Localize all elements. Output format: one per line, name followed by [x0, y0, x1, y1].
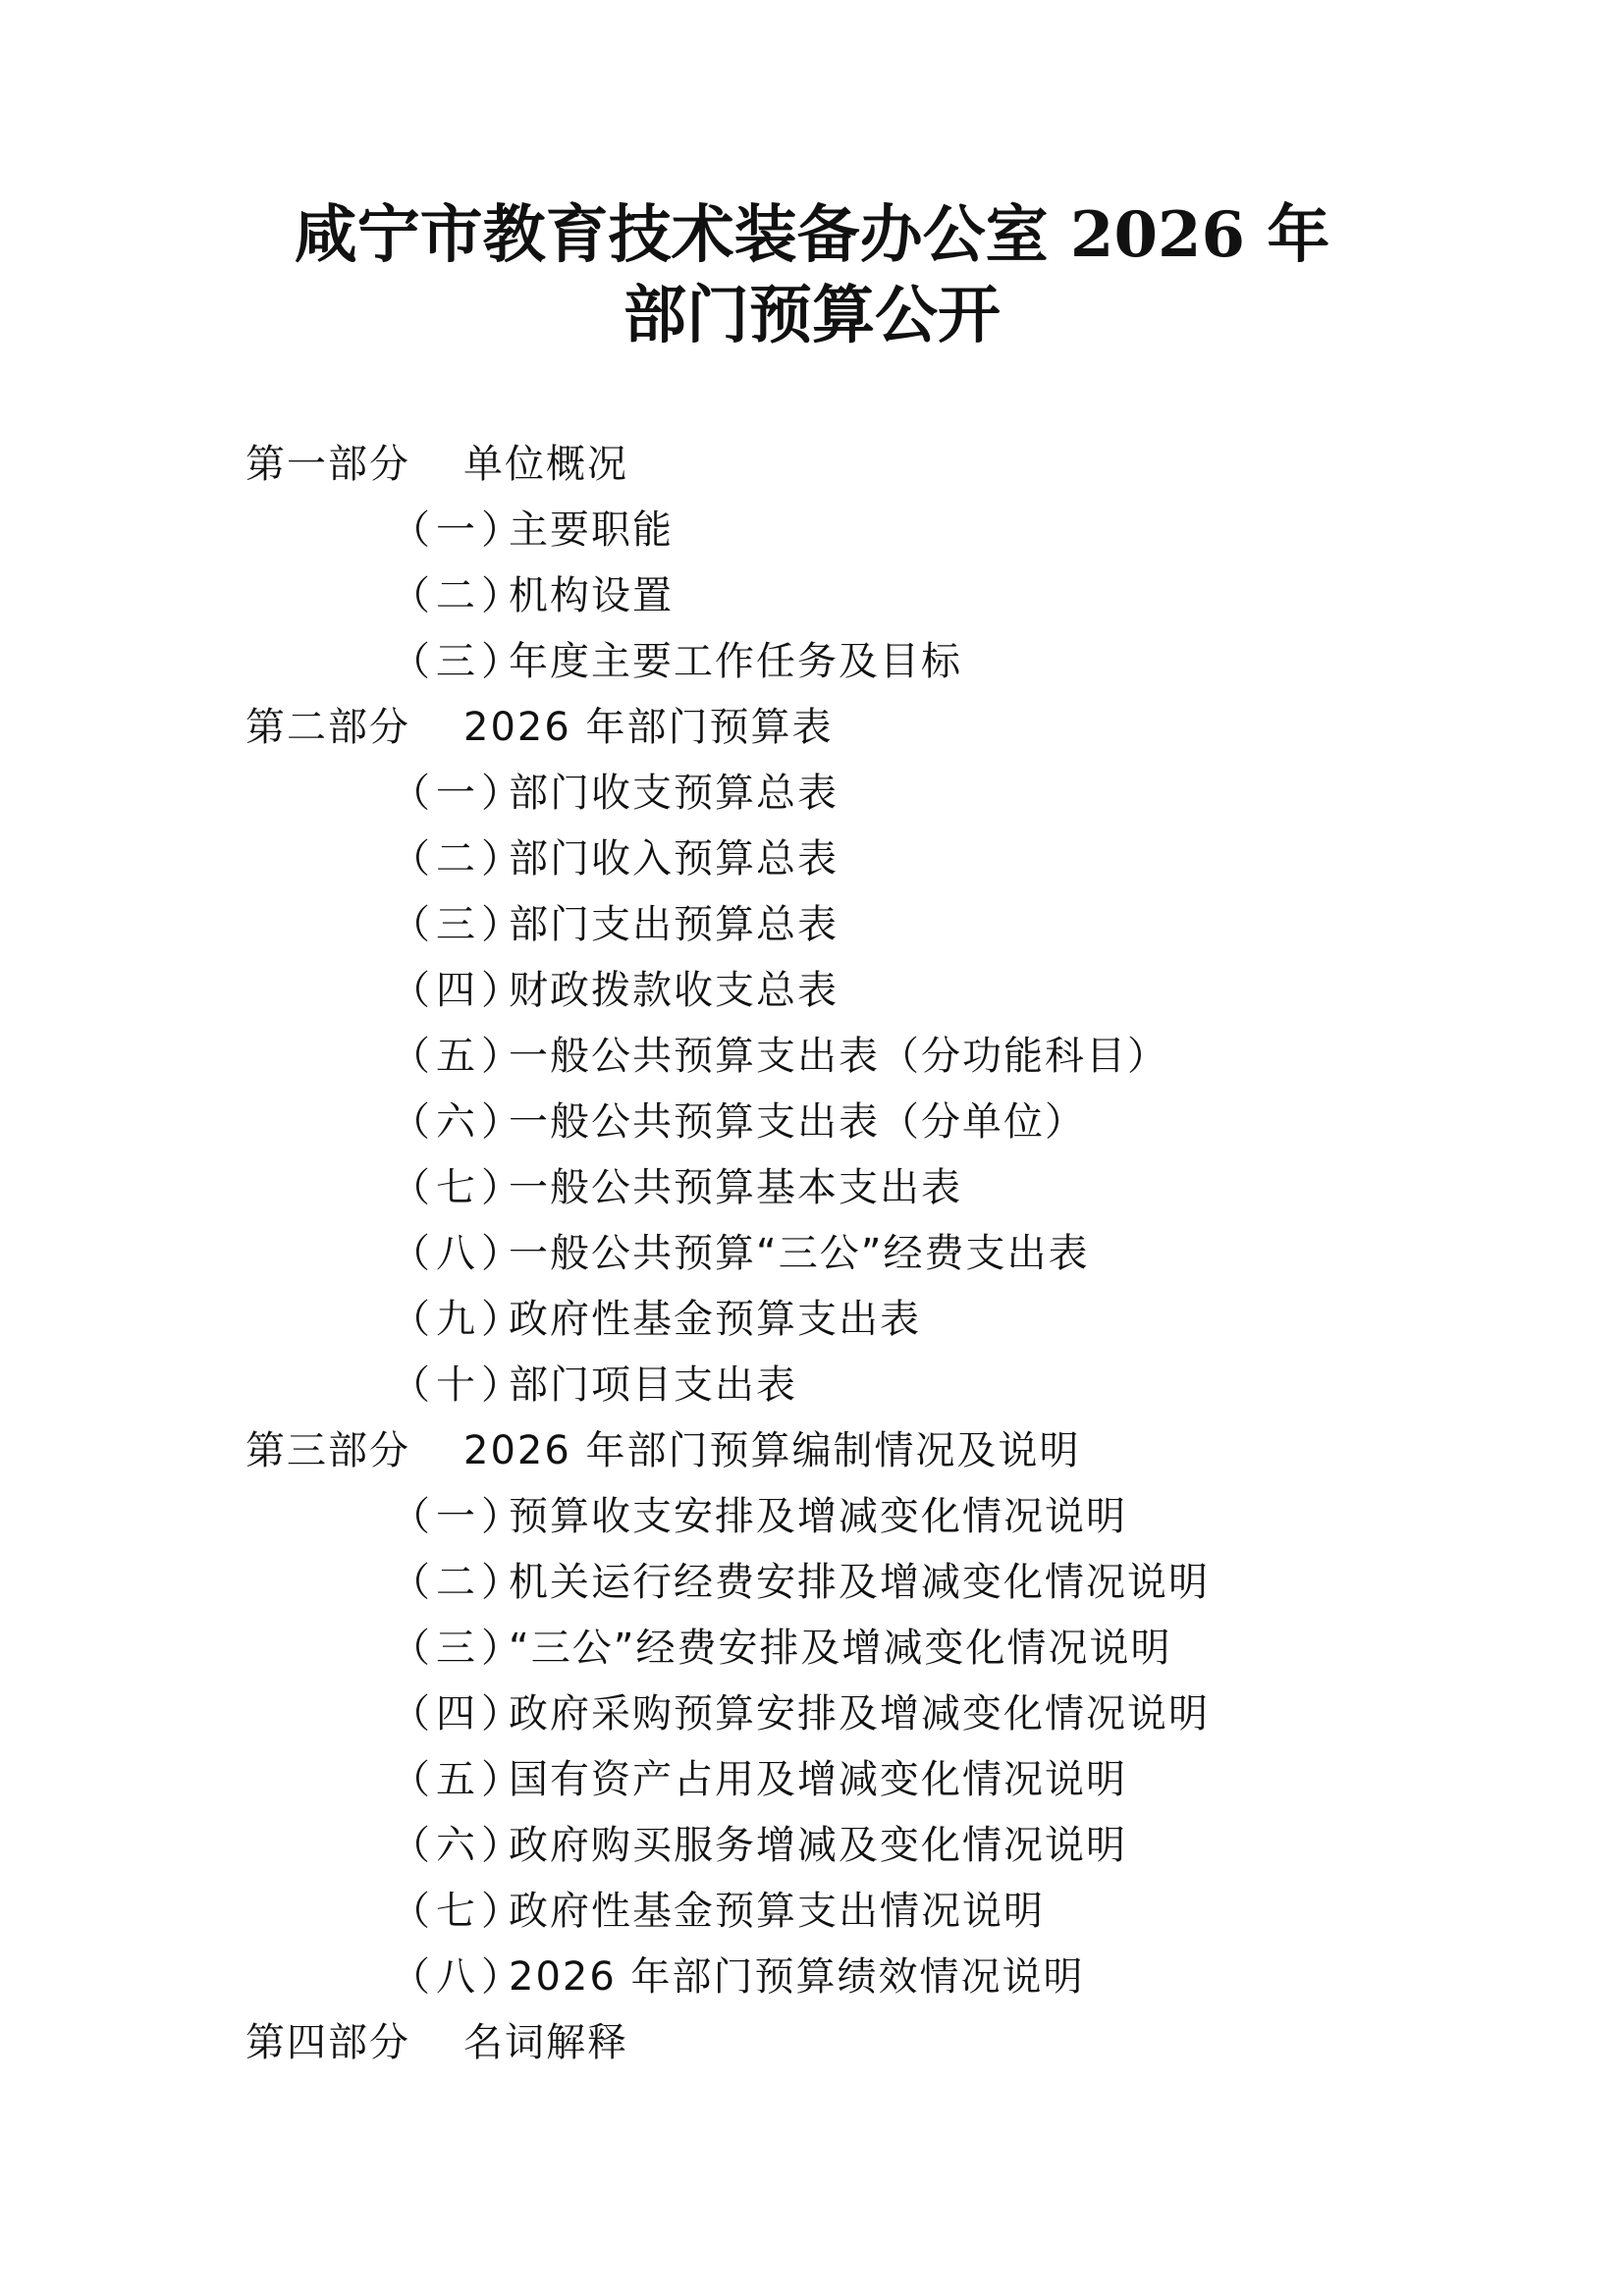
toc-item-number: （二）: [391, 1560, 526, 1605]
toc-part-label: 单位概况: [463, 442, 628, 487]
toc-part-4: [245, 2010, 1424, 2076]
toc-item: [245, 1024, 1424, 1090]
toc-part-label: 2026 年部门预算表: [463, 705, 834, 750]
toc-item-number: （五）: [391, 1757, 526, 1802]
toc-item-label: 国有资产占用及增减变化情况说明: [509, 1757, 1127, 1802]
toc-item-number: （六）: [391, 1823, 526, 1868]
toc-part-number: 第一部分: [245, 442, 410, 487]
toc-part-number: 第二部分: [245, 705, 410, 750]
toc-item-number: （七）: [391, 1165, 526, 1210]
toc-item-label: 预算收支安排及增减变化情况说明: [509, 1494, 1127, 1539]
toc-item: [245, 1090, 1424, 1155]
toc-item-label: 一般公共预算支出表（分单位）: [509, 1099, 1086, 1145]
toc-item: [245, 1550, 1424, 1616]
toc-item-number: （八）: [391, 1954, 526, 2000]
toc-item-label: 政府购买服务增减及变化情况说明: [509, 1823, 1127, 1868]
toc-item-label: 政府性基金预算支出表: [509, 1297, 921, 1342]
toc-item-label: 部门项目支出表: [509, 1362, 797, 1408]
toc-item-number: （四）: [391, 1691, 526, 1736]
toc-item-number: （二）: [391, 836, 526, 881]
toc-item-number: （三）: [391, 1626, 526, 1671]
toc-part-label: 2026 年部门预算编制情况及说明: [463, 1428, 1081, 1473]
toc-item-label: 部门收入预算总表: [509, 836, 839, 881]
toc-item-label: 机关运行经费安排及增减变化情况说明: [509, 1560, 1210, 1605]
toc-item-number: （一）: [391, 507, 526, 553]
toc-item: [245, 1747, 1424, 1813]
toc-item-number: （十）: [391, 1362, 526, 1408]
toc-item: [245, 958, 1424, 1024]
toc-part-2: [245, 695, 1424, 761]
toc-item-number: （九）: [391, 1297, 526, 1342]
toc-item: [245, 1813, 1424, 1879]
toc-item-label: 一般公共预算基本支出表: [509, 1165, 962, 1210]
toc-item-label: 一般公共预算“三公”经费支出表: [509, 1231, 1090, 1276]
toc-item-label: 一般公共预算支出表（分功能科目）: [509, 1034, 1168, 1079]
toc-item: [245, 1879, 1424, 1945]
toc-item: [245, 1484, 1424, 1550]
table-of-contents: [245, 432, 1424, 2076]
toc-part-1: [245, 432, 1424, 498]
toc-item: [245, 761, 1424, 827]
toc-item-label: 年度主要工作任务及目标: [509, 639, 962, 684]
toc-item-label: 财政拨款收支总表: [509, 968, 839, 1013]
toc-part-label: 名词解释: [463, 2020, 628, 2065]
toc-part-3: [245, 1418, 1424, 1484]
toc-part-number: 第四部分: [245, 2020, 410, 2065]
toc-item: [245, 1945, 1424, 2010]
toc-item-number: （七）: [391, 1889, 526, 1934]
toc-item: [245, 1682, 1424, 1747]
document-title-line-2: 部门预算公开: [623, 279, 1001, 352]
toc-item-label: 部门支出预算总表: [509, 902, 839, 947]
toc-item: [245, 629, 1424, 695]
toc-item-number: （二）: [391, 573, 526, 618]
toc-item-number: （五）: [391, 1034, 526, 1079]
toc-item: [245, 892, 1424, 958]
toc-item-number: （一）: [391, 1494, 526, 1539]
toc-item-number: （三）: [391, 639, 526, 684]
toc-item: [245, 1287, 1424, 1353]
toc-item: [245, 1221, 1424, 1287]
toc-item-number: （四）: [391, 968, 526, 1013]
toc-item-number: （三）: [391, 902, 526, 947]
toc-item: [245, 1353, 1424, 1418]
toc-item-label: 部门收支预算总表: [509, 771, 839, 816]
toc-item-number: （六）: [391, 1099, 526, 1145]
toc-part-number: 第三部分: [245, 1428, 410, 1473]
toc-item-number: （八）: [391, 1231, 526, 1276]
toc-item-label: 政府性基金预算支出情况说明: [509, 1889, 1045, 1934]
toc-item-label: 主要职能: [509, 507, 674, 553]
toc-item-label: 2026 年部门预算绩效情况说明: [509, 1954, 1085, 2000]
toc-item: [245, 1616, 1424, 1682]
toc-item: [245, 827, 1424, 892]
toc-item-number: （一）: [391, 771, 526, 816]
toc-item-label: 政府采购预算安排及增减变化情况说明: [509, 1691, 1210, 1736]
toc-item: [245, 563, 1424, 629]
toc-item: [245, 498, 1424, 563]
toc-item: [245, 1155, 1424, 1221]
toc-item-label: 机构设置: [509, 573, 674, 618]
toc-item-label: “三公”经费安排及增减变化情况说明: [509, 1626, 1172, 1671]
document-title-line-1: 咸宁市教育技术装备办公室 2026 年: [294, 198, 1330, 272]
